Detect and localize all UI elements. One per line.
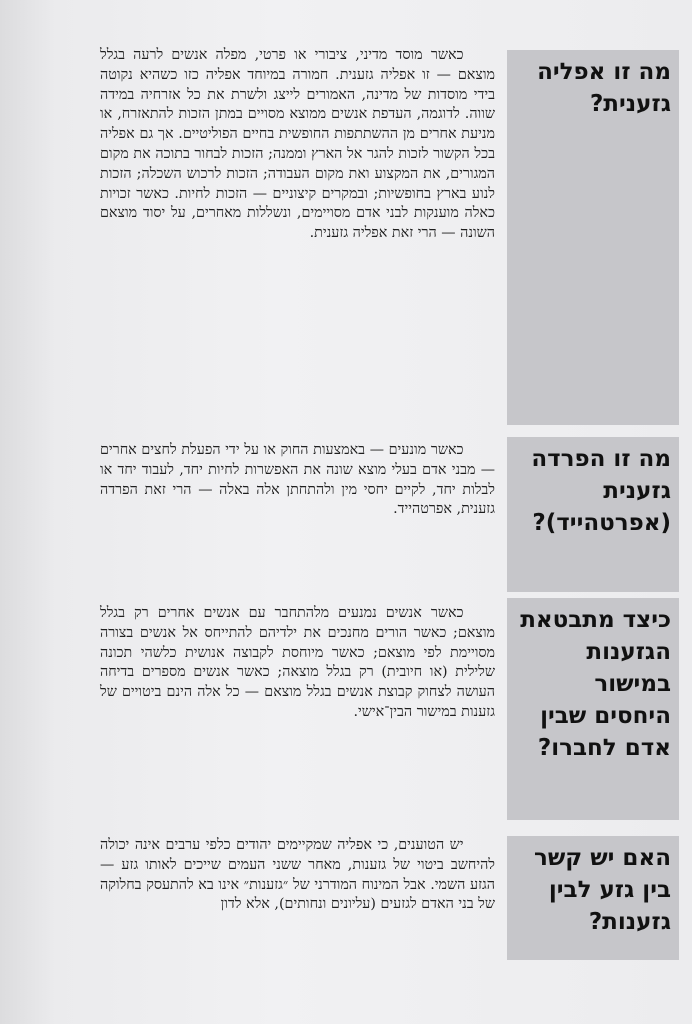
answer-block-race-and-racism [100, 836, 495, 915]
answer-block-apartheid [100, 441, 495, 520]
question-heading: כיצד מתבטאת הגזענות במישור היחסים שבין אדם לחברו? [520, 607, 671, 761]
answer-paragraph: כאשר מונעים — באמצעות החוק או על ידי הפעלת לחצים אחרים — מבני אדם בעלי מוצא שונה את האפשרות לחיות יחד, לעבוד יחד או לבלות יחד, לקיים יחסי מין ולהתחתן אלה באלה — הרי זאת הפרדה גזענית, אפרטהייד. [100, 442, 495, 518]
answer-paragraph: כאשר מוסד מדיני, ציבורי או פרטי, מפלה אנשים לרעה בגלל מוצאם — זו אפליה גזענית. חמורה במיוחד אפליה כזו כשהיא נקוטה בידי מוסדות של מדינה, האמורים לייצג ולשרת את כל אזרחיה במידה שווה. לדוגמה, העדפת אנשים ממוצא מסויים במתן הזכות להתאזרח, או מניעת אחרים מן ההשתתפות החופשית בחיים הפוליטיים. אך גם אפליה בכל הקשור לזכות להגר אל הארץ וממנה; הזכות לבחור בתוכה את מקום המגורים, את המקצוע ואת מקום העבודה; הזכות לרכוש השכלה; הזכות לנוע בארץ בחופשיות; ובמקרים קיצוניים — הזכות לחיות. כאשר זכויות כאלה מוענקות לבני אדם מסויימים, ונשללות מאחרים, על יסוד מוצאם השונה — הרי זאת אפליה גזענית. [100, 47, 495, 242]
answer-paragraph: יש הטוענים, כי אפליה שמקיימים יהודים כלפי ערבים אינה יכולה להיחשב ביטוי של גזענות, מאחר ששני העמים שייכים לאותו גזע — הגזע השמי. אבל המינוח המודרני של ״גזענות״ אינו בא להתעסק בחלוקה של בני האדם לגזעים (עליונים ונחותים), אלא לדון [100, 837, 495, 913]
question-box-racial-discrimination [507, 50, 679, 425]
question-box-race-and-racism [507, 836, 679, 960]
question-heading: האם יש קשר בין גזע לבין גזענות? [533, 845, 671, 935]
question-box-interpersonal-racism [507, 598, 679, 820]
question-heading: מה זו הפרדה גזענית (אפרטהייד)? [531, 446, 671, 536]
answer-paragraph: כאשר אנשים נמנעים מלהתחבר עם אנשים אחרים רק בגלל מוצאם; כאשר הורים מחנכים את ילדיהם להתייחס אל אנשים בצורה מסויימת לפי מוצאם; כאשר מיוחסת לקבוצה אנושית כלשהי תכונה שלילית (או חיובית) רק בגלל מוצאה; כאשר אנשים מספרים בדיחה העושה לצחוק קבוצת אנשים בגלל מוצאם — כל אלה הינם ביטויים של גזענות במישור הבין־אישי. [100, 605, 495, 720]
question-heading: מה זו אפליה גזענית? [537, 59, 671, 117]
answer-block-interpersonal-racism [100, 604, 495, 723]
question-box-apartheid [507, 437, 679, 592]
answer-block-racial-discrimination [100, 46, 495, 244]
